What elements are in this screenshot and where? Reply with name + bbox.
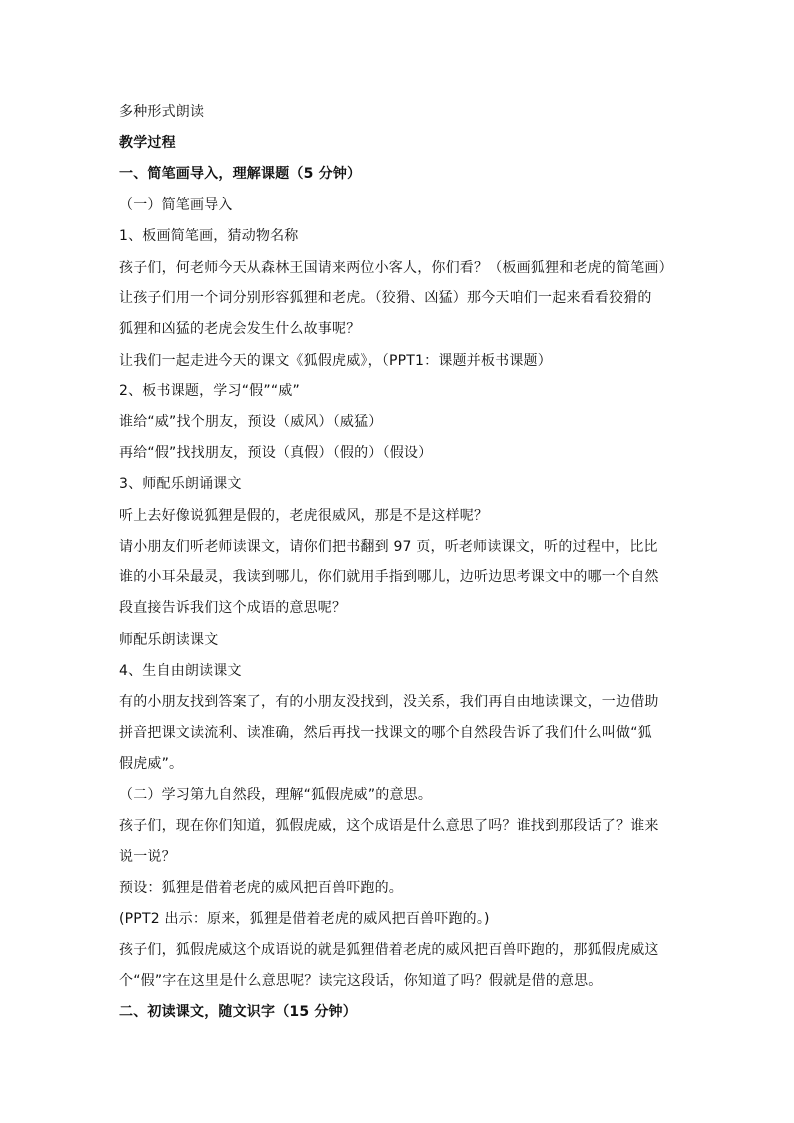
paragraph-line: 狐狸和凶猛的老虎会发生什么故事呢？ (119, 321, 361, 337)
paragraph-line: 假虎威”。 (119, 756, 184, 772)
paragraph-line: 让我们一起走进今天的课文《狐假虎威》，（PPT1：课题并板书课题） (119, 353, 552, 369)
step-heading-3: 3、师配乐朗诵课文 (119, 476, 242, 492)
subsection-heading-1: （一）简笔画导入 (119, 197, 233, 213)
heading-teaching-process: 教学过程 (119, 135, 176, 151)
heading-reading-forms: 多种形式朗读 (119, 104, 205, 120)
paragraph-line: 谁的小耳朵最灵，我读到哪儿，你们就用手指到哪儿，边听边思考课文中的哪一个自然 (119, 569, 659, 585)
paragraph-line: 段直接告诉我们这个成语的意思呢？ (119, 600, 347, 616)
paragraph-line: 预设：狐狸是借着老虎的威风把百兽吓跑的。 (119, 880, 403, 896)
paragraph-line: 有的小朋友找到答案了，有的小朋友没找到，没关系，我们再自由地读课文，一边借助 (119, 694, 659, 710)
section-heading-2: 二、初读课文，随文识字（15 分钟） (119, 1004, 357, 1020)
paragraph-line: 再给“假”找找朋友，预设（真假）（假的）（假设） (119, 445, 433, 461)
paragraph-line: 让孩子们用一个词分别形容狐狸和老虎。（狡猾、凶猛）那今天咱们一起来看看狡猾的 (119, 290, 652, 306)
paragraph-line: 拼音把课文读流利、读准确，然后再找一找课文的哪个自然段告诉了我们什么叫做“狐 (119, 725, 652, 741)
paragraph-line: 孩子们，狐假虎威这个成语说的就是狐狸借着老虎的威风把百兽吓跑的，那狐假虎威这 (119, 942, 659, 958)
step-heading-1: 1、板画简笔画，猜动物名称 (119, 228, 299, 244)
paragraph-line: 师配乐朗读课文 (119, 632, 219, 648)
subsection-heading-2: （二）学习第九自然段，理解“狐假虎威”的意思。 (119, 787, 433, 803)
paragraph-line: 孩子们，何老师今天从森林王国请来两位小客人，你们看？（板画狐狸和老虎的简笔画） (119, 260, 673, 276)
paragraph-line: 孩子们，现在你们知道，狐假虎威，这个成语是什么意思了吗？谁找到那段话了？谁来 (119, 818, 659, 834)
paragraph-line: (PPT2 出示：原来，狐狸是借着老虎的威风把百兽吓跑的。) (119, 911, 490, 927)
step-heading-4: 4、生自由朗读课文 (119, 663, 242, 679)
paragraph-line: 谁给“威”找个朋友，预设（威风）（威猛） (119, 414, 383, 430)
paragraph-line: 说一说？ (119, 849, 176, 865)
paragraph-line: 个“假”字在这里是什么意思呢？读完这段话，你知道了吗？假就是借的意思。 (119, 973, 603, 989)
paragraph-line: 听上去好像说狐狸是假的，老虎很威风，那是不是这样呢？ (119, 508, 489, 524)
step-heading-2: 2、板书课题，学习“假”“威” (119, 383, 300, 399)
section-heading-1: 一、简笔画导入，理解课题（5 分钟） (119, 166, 362, 182)
paragraph-line: 请小朋友们听老师读课文，请你们把书翻到 97 页，听老师读课文，听的过程中，比比 (119, 539, 658, 555)
